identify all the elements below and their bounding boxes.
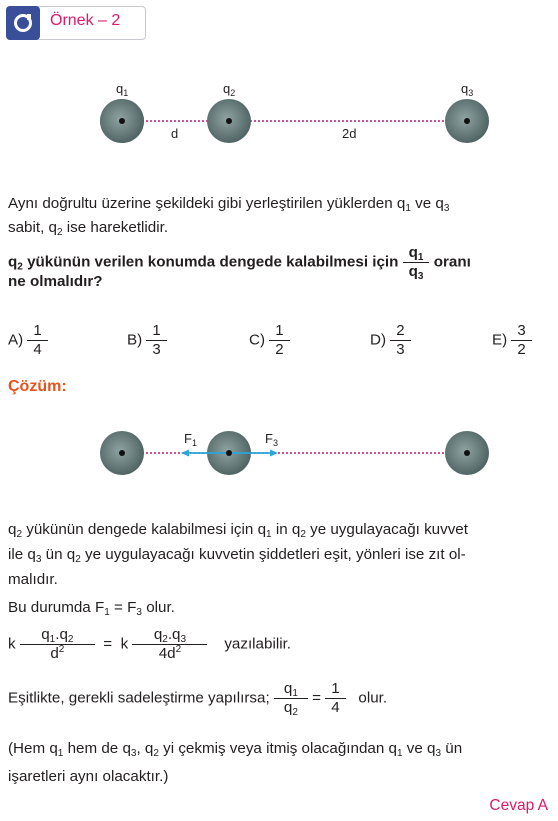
option-a[interactable]: A) $\frac{1}{4}$ (8, 322, 48, 359)
solution-line-2: ile $q_3$ ün $q_2$ ye uygulayacağı kuvvetin şiddetleri eşit, yönleri ise zıt ol- (8, 546, 466, 565)
svg-text:F1 (184, 431, 197, 448)
option-d[interactable]: D) $\frac{2}{3}$ (370, 322, 411, 359)
svg-text:q3 (461, 81, 473, 98)
q1-label-sub: 1 (123, 88, 129, 98)
force-f1-arrowhead (181, 450, 189, 457)
q1-label: q (116, 81, 124, 96)
note-line-2: işaretleri aynı olacaktır.) (8, 768, 169, 785)
charges-figure (0, 60, 558, 160)
question-bold-line-2: ne olmalıdır? (8, 273, 103, 290)
svg-text:q2 (223, 81, 235, 98)
q2-label-sub: 2 (230, 88, 236, 98)
question-bold-line-1: $q_2$ yükünün verilen konumda dengede kalabilmesi için $\frac{q_1}{q_3}$ oranı (8, 244, 471, 282)
q3-label-sub: 3 (468, 88, 474, 98)
distance-d-label: d (171, 126, 179, 141)
force-f3-arrowhead (270, 450, 278, 457)
example-title: Örnek – 2 (50, 12, 121, 29)
question-line-1: Aynı doğrultu üzerine şekildeki gibi yerleştirilen yüklerden $q_1$ ve $q_3$ (8, 195, 450, 214)
option-c[interactable]: C) $\frac{1}{2}$ (249, 322, 290, 359)
f1-label-sub: 1 (191, 438, 197, 448)
charge-q2-center (226, 118, 232, 124)
answer-label: Cevap A (489, 797, 548, 814)
ratio-q1-q3: $\frac{q_1}{q_3}$ (403, 244, 430, 281)
svg-text:F3 (265, 431, 278, 448)
option-e[interactable]: E) $\frac{3}{2}$ (492, 322, 532, 359)
option-b[interactable]: B) $\frac{1}{3}$ (127, 322, 167, 359)
charge-q3-center (464, 118, 470, 124)
solution-title: Çözüm: (8, 378, 67, 395)
example-badge-icon (6, 6, 40, 40)
note-line-1: (Hem $q_1$ hem de $q_3$, $q_2$ yi çekmiş veya itmiş olacağından $q_1$ ve $q_3$ ün (8, 740, 463, 759)
ring-icon (6, 6, 40, 40)
f1-label: F (184, 431, 192, 446)
f3-label: F (265, 431, 273, 446)
question-line-2: sabit, $q_2$ ise hareketlidir. (8, 219, 169, 238)
q2-label: q (223, 81, 231, 96)
f3-label-sub: 3 (272, 438, 278, 448)
charge-q1-center (119, 118, 125, 124)
distance-2d-label: 2d (342, 126, 357, 141)
simplification-line: Eşitlikte, gerekli sadeleştirme yapılırsa; $\frac{q_1}{q_2}$ = $\frac{1}{4}$ olur. (8, 680, 388, 718)
coulomb-equation: k $\frac{q_1.q_2}{d^2}$ = k $\frac{q_2.q_3}{4d^2}$ yazılabilir. (8, 626, 292, 662)
solution-condition: Bu durumda $F_1 = F_3$ olur. (8, 599, 175, 618)
q3-label: q (461, 81, 469, 96)
forces-figure (0, 415, 558, 495)
solution-line-3: malıdır. (8, 571, 58, 588)
svg-text:q1 (116, 81, 128, 98)
solution-line-1: $q_2$ yükünün dengede kalabilmesi için $q_1$ in $q_2$ ye uygulayacağı kuvvet (8, 521, 468, 540)
